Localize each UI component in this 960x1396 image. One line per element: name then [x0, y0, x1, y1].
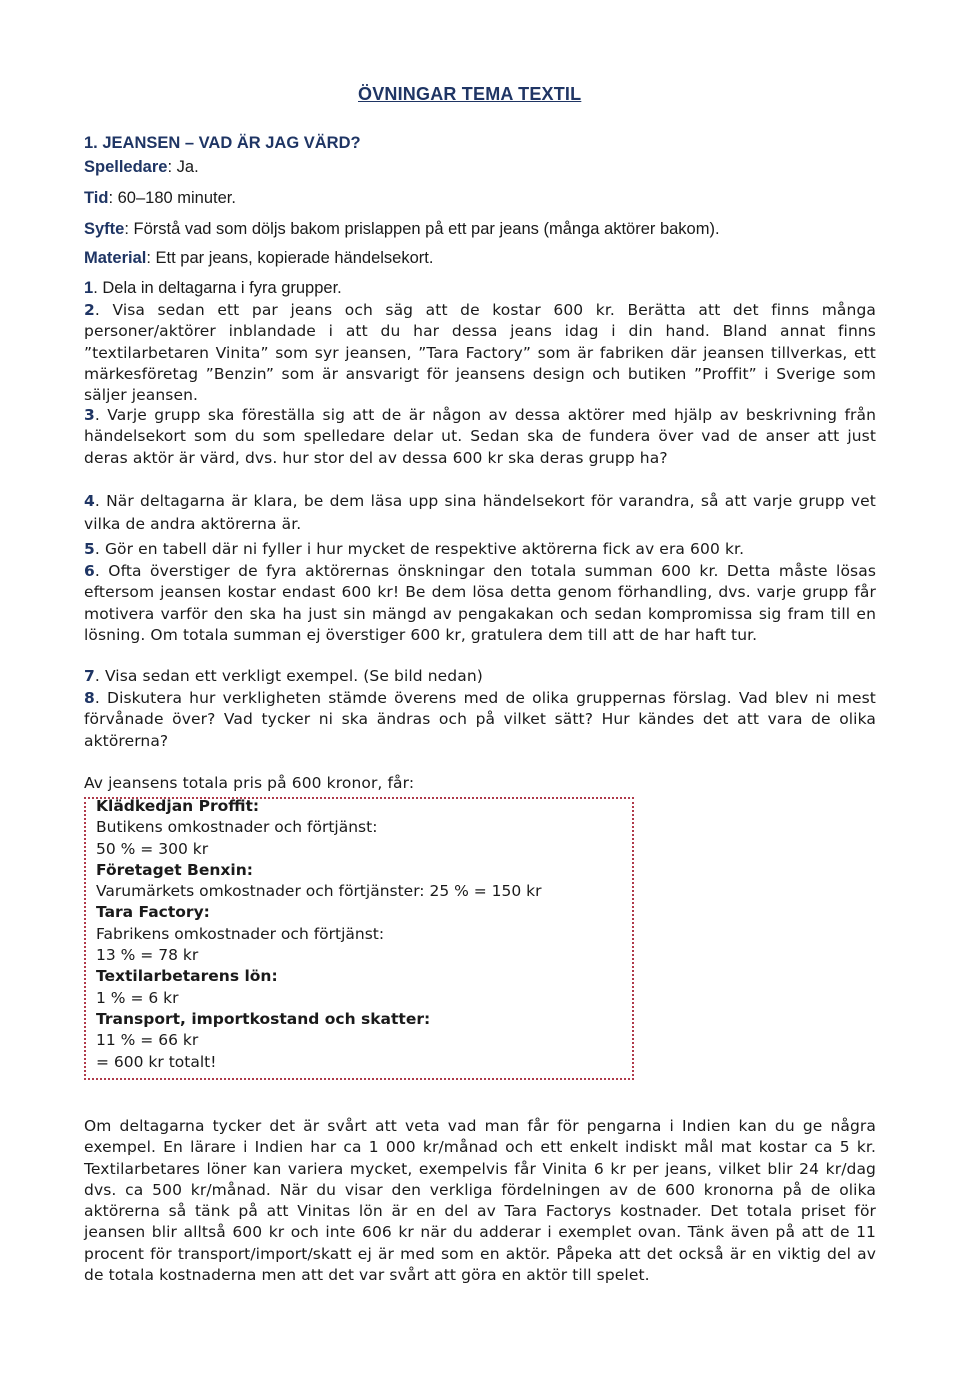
- step-7: 7. Visa sedan ett verkligt exempel. (Se bild nedan): [84, 667, 483, 685]
- step-3: 3. Varje grupp ska föreställa sig att de är någon av dessa aktörer med hjälp av beskrivning från händelsekort som du som spelledare delar ut. Sedan ska de fundera över vad de anser att just deras aktör är värd, dvs. hur stor del av dessa 600 kr ska deras grupp ha?: [84, 406, 876, 467]
- breakdown-heading-wage: Textilarbetarens lön:: [96, 967, 278, 986]
- closing-paragraph: Om deltagarna tycker det är svårt att veta vad man får för pengarna i Indien kan du ge några exempel. En lärare i Indien har ca 1 000 kr/månad och ett enkelt indiskt mål mat kostar ca 5 kr. Textilarbetares löner kan variera mycket, exempelvis får Vinita 6 kr per jeans, vilket blir 24 kr/dag dvs. ca 500 kr/månad. När du visar den verkliga fördelningen av de 600 kronorna på de olika aktörerna så tänk på att Vinitas lön är en del av Tara Factorys kostnader. Det totala priset för jeansen blir alltså 600 kr och inte 606 kr när du adderar i exemplet ovan. Tänk även på att de 11 procent för transport/import/skatt ej är med som en aktör. Påpeka att det också är en viktig del av de totala kostnaderna men att det var svårt att göra en aktör till spelet.: [84, 1117, 876, 1285]
- breakdown-line: Butikens omkostnader och förtjänst:: [96, 818, 378, 837]
- breakdown-line: Varumärkets omkostnader och förtjänster: 25 % = 150 kr: [96, 882, 542, 901]
- breakdown-heading-tara: Tara Factory:: [96, 903, 210, 922]
- breakdown-line: 1 % = 6 kr: [96, 988, 179, 1007]
- breakdown-line: Fabrikens omkostnader och förtjänst:: [96, 924, 385, 943]
- step-2: 2. Visa sedan ett par jeans och säg att de kostar 600 kr. Berätta att det finns många personer/aktörer inblandade i att du har dessa jeans idag i din hand. Bland annat finns ”textilarbetaren Vinita” som syr jeansen, ”Tara Factory” som är fabriken där jeansen tillverkas, ett märkesföretag ”Benzin” som är ansvarigt för jeansens design och butiken ”Proffit” i Sverige som säljer jeansen.: [84, 301, 876, 405]
- breakdown-heading-proffit: Klädkedjan Proffit:: [96, 797, 260, 815]
- breakdown-heading-transport: Transport, importkostand och skatter:: [96, 1009, 431, 1028]
- breakdown-line: 11 % = 66 kr: [96, 1031, 199, 1050]
- meta-tid: Tid: 60–180 minuter.: [84, 189, 236, 207]
- step-5: 5. Gör en tabell där ni fyller i hur mycket de respektive aktörerna fick av era 600 kr.: [84, 540, 745, 558]
- page-title: ÖVNINGAR TEMA TEXTIL: [358, 84, 582, 104]
- step-1: 1. Dela in deltagarna i fyra grupper.: [84, 279, 342, 297]
- step-8: 8. Diskutera hur verkligheten stämde överens med de olika gruppernas förslag. Vad blev ni mest förvånade över? Vad tycker ni ska ändras och på vilket sätt? Hur kändes det att vara de olika aktörerna?: [84, 689, 876, 750]
- breakdown-line: 50 % = 300 kr: [96, 839, 209, 858]
- price-breakdown-list: [96, 796, 542, 1073]
- exercise-heading: 1. JEANSEN – VAD ÄR JAG VÄRD?: [84, 134, 361, 152]
- step-4: 4. När deltagarna är klara, be dem läsa upp sina händelsekort för varandra, så att varje grupp vet vilka de andra aktörerna är.: [84, 492, 876, 533]
- meta-material: Material: Ett par jeans, kopierade händelsekort.: [84, 249, 434, 267]
- meta-syfte: Syfte: Förstå vad som döljs bakom prislappen på ett par jeans (många aktörer bakom).: [84, 220, 720, 238]
- breakdown-heading-benxin: Företaget Benxin:: [96, 860, 253, 879]
- breakdown-total: = 600 kr totalt!: [96, 1052, 217, 1071]
- breakdown-line: 13 % = 78 kr: [96, 946, 199, 965]
- meta-spelledare: Spelledare: Ja.: [84, 158, 199, 176]
- step-6: 6. Ofta överstiger de fyra aktörernas önskningar den totala summan 600 kr. Detta måste lösas eftersom jeansen kostar endast 600 kr! Be dem lösa detta genom förhandling, dvs. varje grupp får motivera varför den ska ha just sin mängd av pengakakan och sedan kompromissa sig fram till en lösning. Om totala summan ej överstiger 600 kr, gratulera dem till att de har haft tur.: [84, 562, 876, 644]
- breakdown-intro: Av jeansens totala pris på 600 kronor, får:: [84, 774, 415, 792]
